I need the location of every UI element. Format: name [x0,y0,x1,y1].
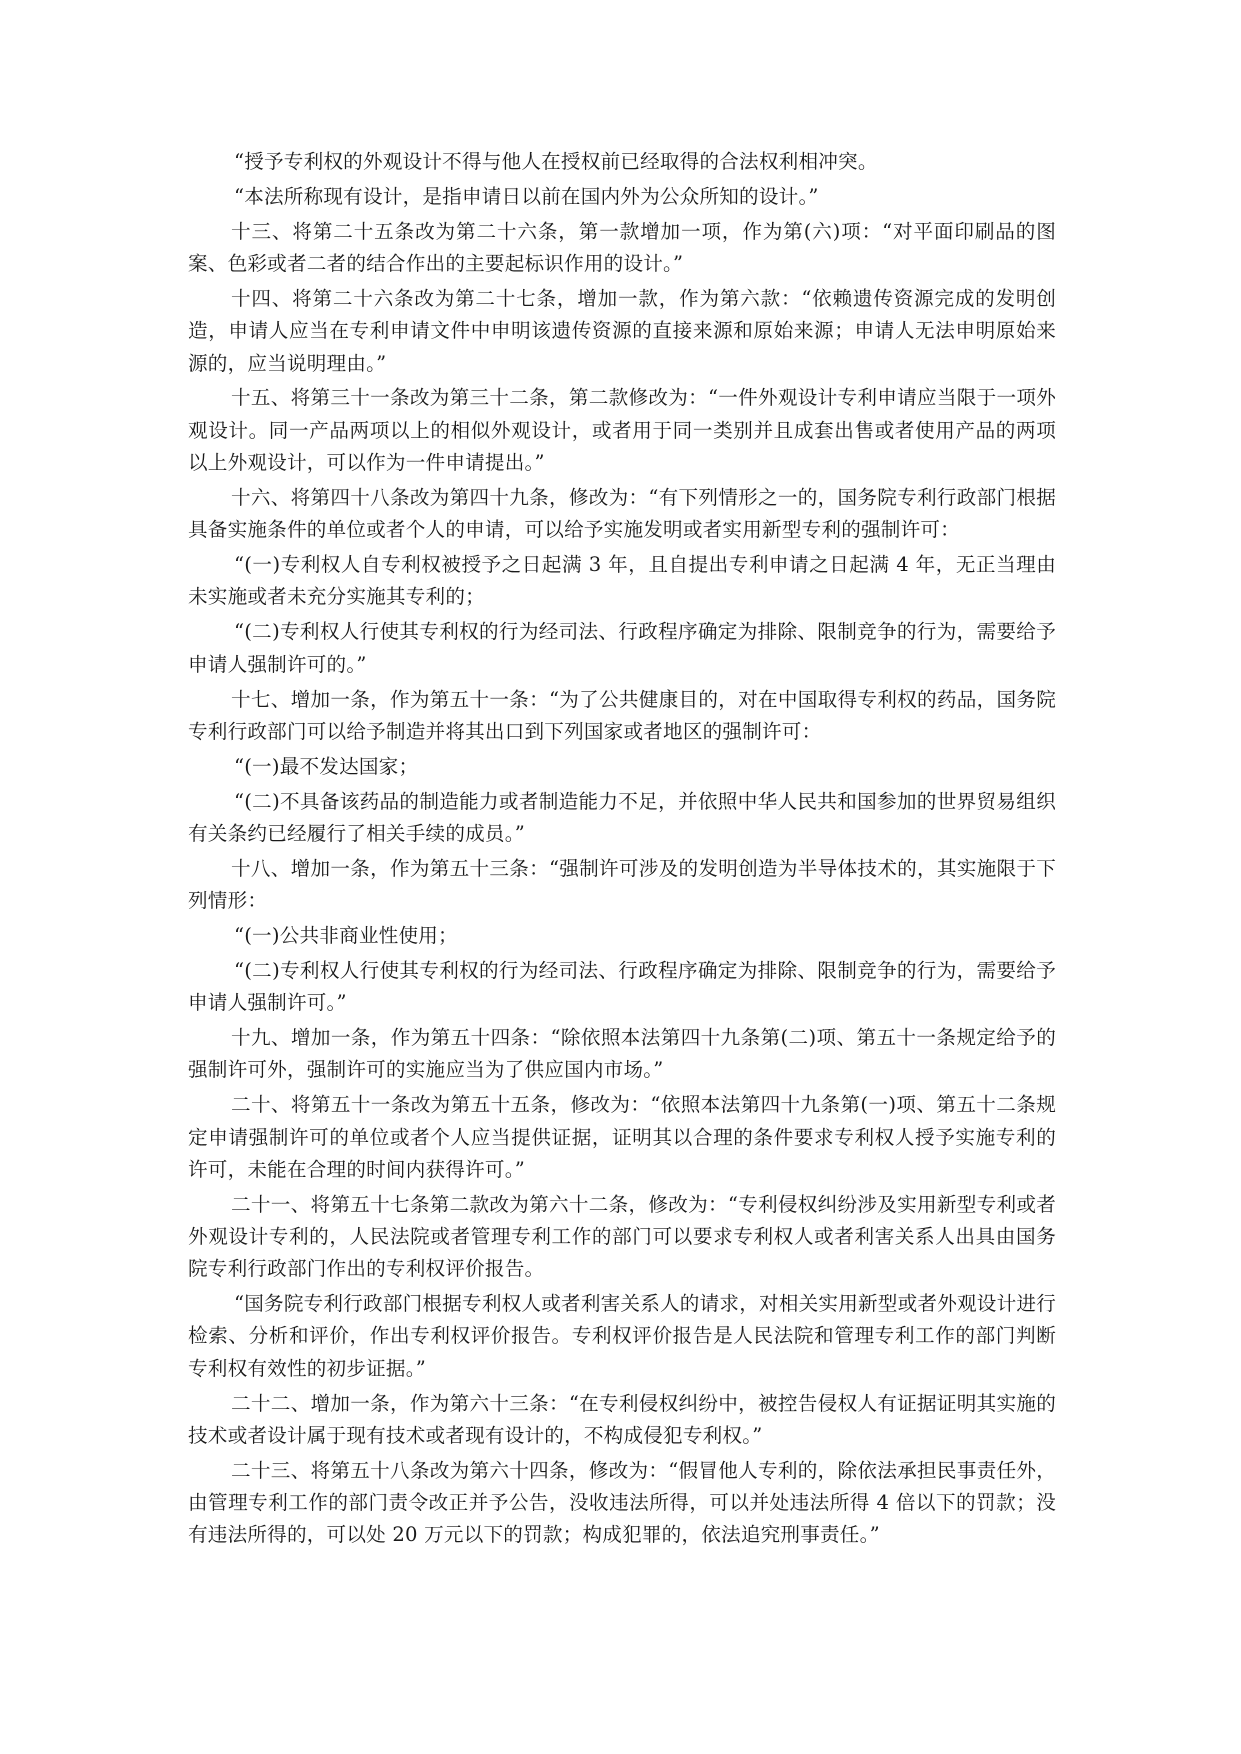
amendment-item: 十四、将第二十六条改为第二十七条，增加一款，作为第六款：“依赖遗传资源完成的发明创造，申请人应当在专利申请文件中申明该遗传资源的直接来源和原始来源；申请人无法申明原始来源的，应当说明理由。” [188,286,1056,375]
paragraph: “(二)专利权人行使其专利权的行为经司法、行政程序确定为排除、限制竞争的行为，需要给予申请人强制许可的。” [188,620,1056,676]
paragraph: “(一)最不发达国家； [234,754,419,778]
amendment-item: 二十二、增加一条，作为第六十三条：“在专利侵权纠纷中，被控告侵权人有证据证明其实施的技术或者设计属于现有技术或者现有设计的，不构成侵犯专利权。” [188,1391,1056,1447]
amendment-item: 二十、将第五十一条改为第五十五条，修改为：“依照本法第四十九条第(一)项、第五十二条规定申请强制许可的单位或者个人应当提供证据，证明其以合理的条件要求专利权人授予实施专利的许可，未能在合理的时间内获得许可。” [188,1093,1056,1181]
amendment-item: 二十三、将第五十八条改为第六十四条，修改为：“假冒他人专利的，除依法承担民事责任外，由管理专利工作的部门责令改正并予公告，没收违法所得，可以并处违法所得 4 倍以下的罚款；没有违法所得的，可以处 20 万元以下的罚款；构成犯罪的，依法追究刑事责任。” [188,1458,1056,1547]
paragraph: “(二)不具备该药品的制造能力或者制造能力不足，并依照中华人民共和国参加的世界贸易组织有关条约已经履行了相关手续的成员。” [188,789,1056,845]
amendment-item: 十八、增加一条，作为第五十三条：“强制许可涉及的发明创造为半导体技术的，其实施限于下列情形： [188,856,1056,913]
paragraph: “国务院专利行政部门根据专利权人或者利害关系人的请求，对相关实用新型或者外观设计进行检索、分析和评价，作出专利权评价报告。专利权评价报告是人民法院和管理专利工作的部门判断专利权有效性的初步证据。” [188,1292,1056,1380]
paragraph: “(一)专利权人自专利权被授予之日起满 3 年，且自提出专利申请之日起满 4 年，无正当理由未实施或者未充分实施其专利的； [188,553,1056,609]
amendment-item: 十七、增加一条，作为第五十一条：“为了公共健康目的，对在中国取得专利权的药品，国务院专利行政部门可以给予制造并将其出口到下列国家或者地区的强制许可： [188,687,1056,743]
amendment-item: 十三、将第二十五条改为第二十六条，第一款增加一项，作为第(六)项：“对平面印刷品的图案、色彩或者二者的结合作出的主要起标识作用的设计。” [188,219,1056,276]
paragraph: “(二)专利权人行使其专利权的行为经司法、行政程序确定为排除、限制竞争的行为，需要给予申请人强制许可。” [188,958,1056,1015]
paragraph: “授予专利权的外观设计不得与他人在授权前已经取得的合法权利相冲突。 [234,150,878,173]
amendment-item: 二十一、将第五十七条第二款改为第六十二条，修改为：“专利侵权纠纷涉及实用新型专利或者外观设计专利的，人民法院或者管理专利工作的部门可以要求专利权人或者利害关系人出具由国务院专利行政部门作出的专利权评价报告。 [188,1192,1056,1281]
amendment-item: 十六、将第四十八条改为第四十九条，修改为：“有下列情形之一的，国务院专利行政部门根据具备实施条件的单位或者个人的申请，可以给予实施发明或者实用新型专利的强制许可： [188,485,1056,542]
paragraph: “本法所称现有设计，是指申请日以前在国内外为公众所知的设计。” [234,184,819,208]
amendment-item: 十五、将第三十一条改为第三十二条，第二款修改为：“一件外观设计专利申请应当限于一项外观设计。同一产品两项以上的相似外观设计，或者用于同一类别并且成套出售或者使用产品的两项以上外观设计，可以作为一件申请提出。” [188,386,1056,475]
document-body [188,146,1056,1554]
amendment-item: 十九、增加一条，作为第五十四条：“除依照本法第四十九条第(二)项、第五十一条规定给予的强制许可外，强制许可的实施应当为了供应国内市场。” [188,1026,1056,1082]
paragraph: “(一)公共非商业性使用； [234,923,458,947]
